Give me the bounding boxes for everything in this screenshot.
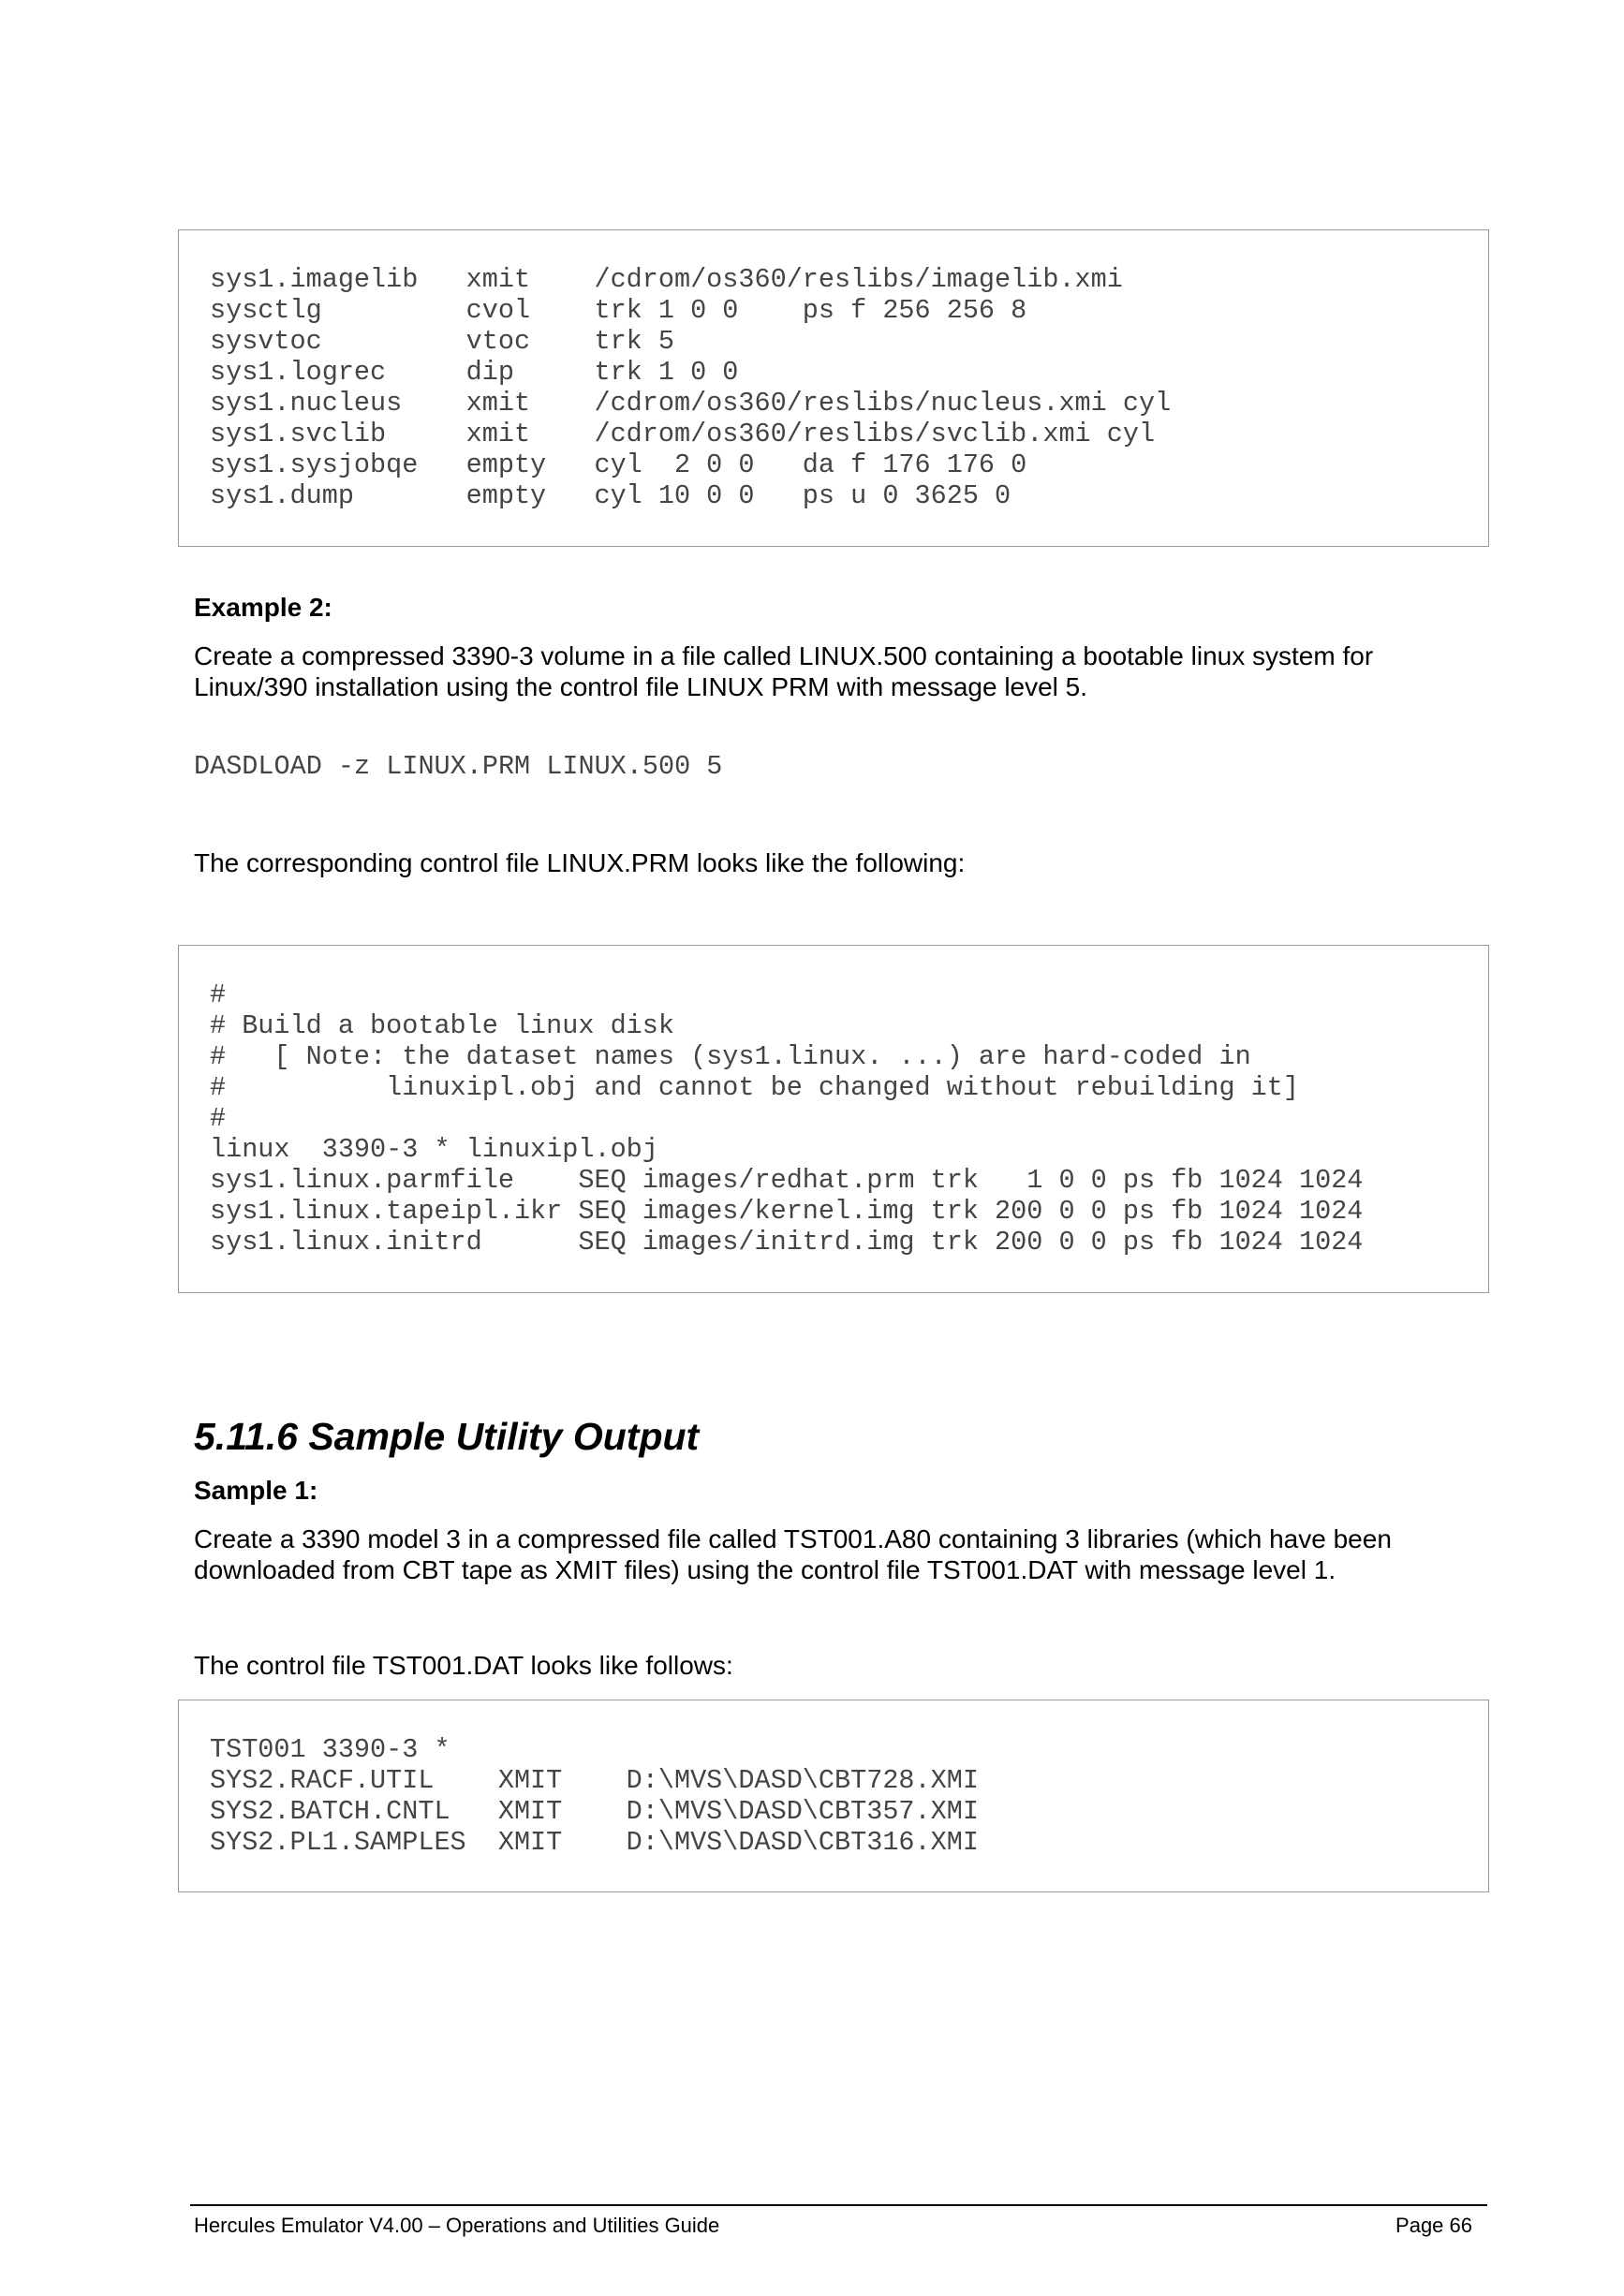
footer-title: Hercules Emulator V4.00 – Operations and Utilities Guide — [194, 2214, 720, 2237]
code-text: TST001 3390-3 * SYS2.RACF.UTIL XMIT D:\MVS\DASD\CBT728.XMI SYS2.BATCH.CNTL XMIT D:\MVS\DASD\CBT357.XMI SYS2.PL1.SAMPLES XMIT D:\MVS\DASD\CBT316.XMI — [210, 1734, 979, 1858]
sample-1-heading: Sample 1: — [194, 1476, 318, 1505]
control-file-intro-2: The control file TST001.DAT looks like follows: — [194, 1651, 733, 1680]
dasdload-command: DASDLOAD -z LINUX.PRM LINUX.500 5 — [194, 751, 723, 782]
section-title: 5.11.6 Sample Utility Output — [194, 1415, 700, 1458]
control-file-intro: The corresponding control file LINUX.PRM looks like the following: — [194, 848, 966, 877]
example-2-heading: Example 2: — [194, 593, 332, 622]
code-text: # # Build a bootable linux disk # [ Note: the dataset names (sys1.linux. ...) are hard-coded in # linuxipl.obj and cannot be changed without rebuilding it] # linux 3390-3 * linuxipl.obj sys1.linux.parmfile SEQ images/redhat.prm trk 1 0 0 ps fb 1024 1024 sys1.linux.tapeipl.ikr SEQ images/kernel.img trk 200 0 0 ps fb 1024 1024 sys1.linux.initrd SEQ images/initrd.img trk 200 0 0 ps fb 1024 1024 — [210, 979, 1364, 1258]
code-block-2 — [178, 945, 1489, 1293]
code-block-3 — [178, 1700, 1489, 1892]
code-block-1 — [178, 229, 1489, 547]
example-2-description: Create a compressed 3390-3 volume in a file called LINUX.500 containing a bootable linux system for Linux/390 installation using the control file LINUX PRM with message level 5. — [194, 641, 1374, 701]
sample-1-description: Create a 3390 model 3 in a compressed file called TST001.A80 containing 3 libraries (which have been downloaded from CBT tape as XMIT files) using the control file TST001.DAT with message level 1. — [194, 1524, 1392, 1584]
page-number: Page 66 — [1395, 2214, 1472, 2237]
code-text: sys1.imagelib xmit /cdrom/os360/reslibs/imagelib.xmi sysctlg cvol trk 1 0 0 ps f 256 256 8 sysvtoc vtoc trk 5 sys1.logrec dip trk 1 0 0 sys1.nucleus xmit /cdrom/os360/reslibs/nucleus.xmi cyl sys1.svclib xmit /cdrom/os360/reslibs/svclib.xmi cyl sys1.sysjobqe empty cyl 2 0 0 da f 176 176 0 sys1.dump empty cyl 10 0 0 ps u 0 3625 0 — [210, 264, 1172, 511]
footer-divider — [190, 2204, 1487, 2206]
